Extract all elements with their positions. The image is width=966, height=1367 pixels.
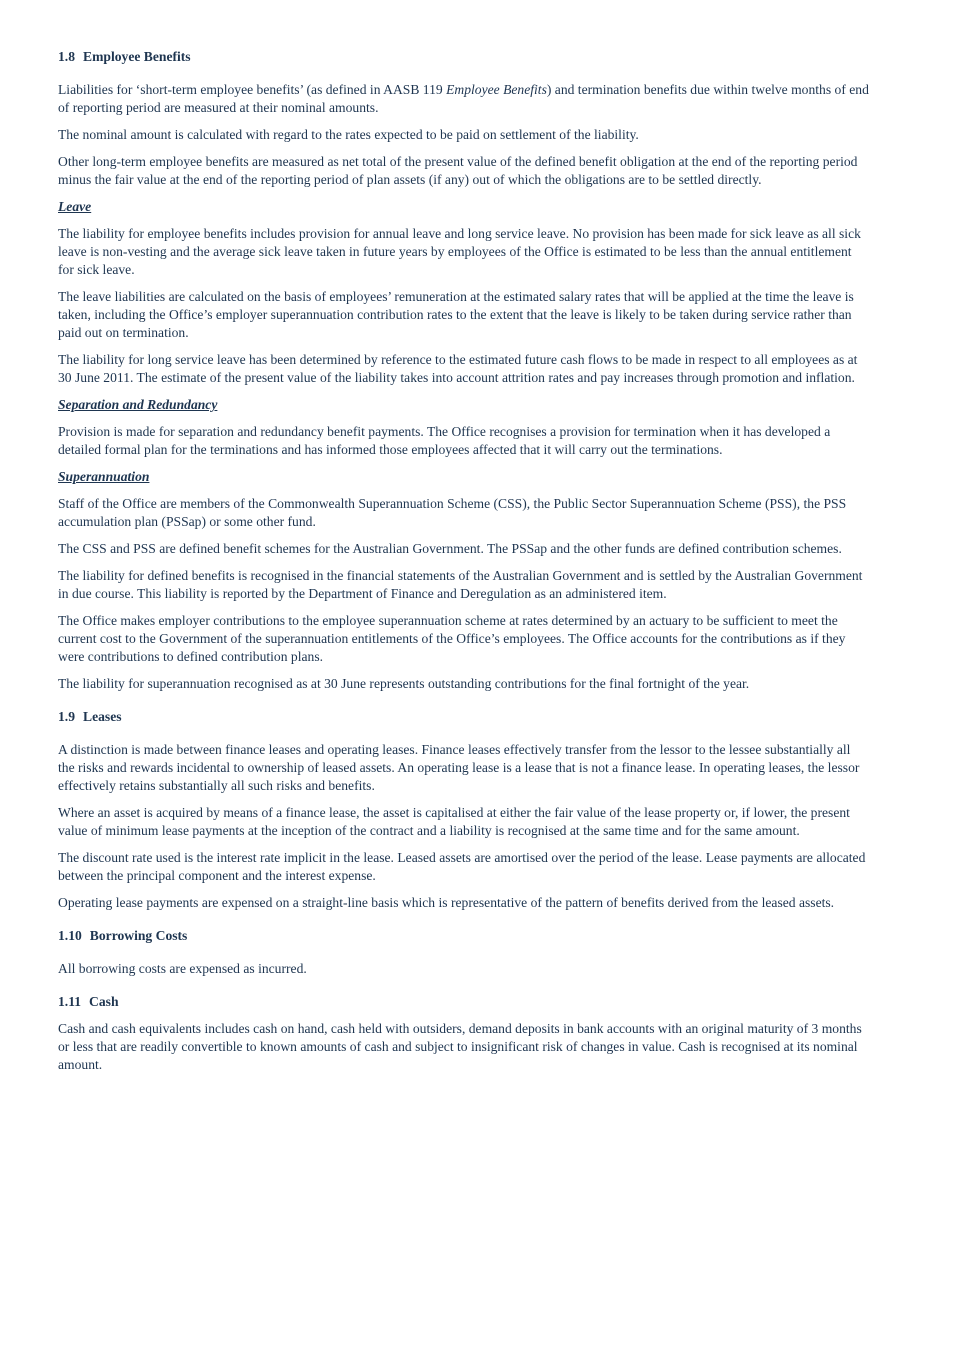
document-page	[58, 48, 870, 1074]
subheading-leave: Leave	[58, 199, 92, 214]
section-heading-employee-benefits	[58, 48, 870, 66]
section-title: Leases	[83, 709, 122, 724]
paragraph-super-liability: The liability for superannuation recognised as at 30 June represents outstanding contributions for the final fortnight of the year.	[58, 676, 750, 691]
subheading-separation-redundancy: Separation and Redundancy	[58, 397, 218, 412]
paragraph-nominal-amount: The nominal amount is calculated with regard to the rates expected to be paid on settlement of the liability.	[58, 127, 639, 142]
paragraph-leave-liabilities: The leave liabilities are calculated on the basis of employees’ remuneration at the estimated salary rates that will be applied at the time the leave is taken, including the Office’s employer superannuation contribution rates to the extent that the leave is likely to be taken during service rather than paid out on termination.	[58, 289, 854, 340]
paragraph-discount-rate: The discount rate used is the interest rate implicit in the lease. Leased assets are amortised over the period of the lease. Lease payments are allocated between the principal component and the interest expense.	[58, 850, 866, 883]
section-number: 1.11	[58, 994, 82, 1009]
paragraph-long-service-leave: The liability for long service leave has been determined by reference to the estimated future cash flows to be made in respect to all employees as at 30 June 2011. The estimate of the present value of the liability takes into account attrition rates and pay increases through promotion and inflation.	[58, 352, 858, 385]
paragraph-super-contributions: The Office makes employer contributions to the employee superannuation scheme at rates determined by an actuary to be sufficient to meet the current cost to the Government of the superannuation entitlements of the Office’s employees. The Office accounts for the contributions as if they were contributions to defined contribution plans.	[58, 613, 846, 664]
paragraph-borrowing-costs: All borrowing costs are expensed as incurred.	[58, 961, 307, 976]
paragraph-finance-lease: Where an asset is acquired by means of a finance lease, the asset is capitalised at either the fair value of the lease property or, if lower, the present value of minimum lease payments at the inception of the contract and a liability is recognised at the same time and for the same amount.	[58, 805, 850, 838]
paragraph-text: Liabilities for ‘short-term employee benefits’ (as defined in AASB 119	[58, 82, 447, 97]
paragraph-lease-distinction: A distinction is made between finance leases and operating leases. Finance leases effectively transfer from the lessor to the lessee substantially all the risks and rewards incidental to ownership of leased assets. An operating lease is a lease that is not a finance lease. In operating leases, the lessor effectively retains substantially all such risks and benefits.	[58, 742, 860, 793]
paragraph-cash: Cash and cash equivalents includes cash on hand, cash held with outsiders, demand deposits in bank accounts with an original maturity of 3 months or less that are readily convertible to known amounts of cash and subject to insignificant risk of changes in value. Cash is recognised at its nominal amount.	[58, 1021, 862, 1072]
standard-title: Employee Benefits	[446, 82, 547, 97]
paragraph-leave-provision: The liability for employee benefits includes provision for annual leave and long service leave. No provision has been made for sick leave as all sick leave is non-vesting and the average sick leave taken in future years by employees of the Office is estimated to be less than the annual entitlement for sick leave.	[58, 226, 861, 277]
paragraph-text: ) and termination benefits due within twelve months of end of reporting period are measured at their nominal amounts.	[58, 82, 869, 115]
paragraph-super-defined-benefits: The liability for defined benefits is recognised in the financial statements of the Australian Government and is settled by the Australian Government in due course. This liability is reported by the Department of Finance and Deregulation as an administered item.	[58, 568, 863, 601]
section-number: 1.8	[58, 49, 75, 64]
section-title: Employee Benefits	[83, 49, 191, 64]
section-number: 1.9	[58, 709, 75, 724]
section-title: Borrowing Costs	[89, 928, 188, 943]
section-heading-borrowing-costs	[58, 927, 870, 945]
paragraph-separation: Provision is made for separation and redundancy benefit payments. The Office recognises a provision for termination when it has developed a detailed formal plan for the terminations and has informed those employees affected that it will carry out the terminations.	[58, 424, 831, 457]
paragraph-super-schemes: The CSS and PSS are defined benefit schemes for the Australian Government. The PSSap and the other funds are defined contribution schemes.	[58, 541, 842, 556]
subheading-superannuation: Superannuation	[58, 469, 150, 484]
section-title: Cash	[89, 994, 119, 1009]
paragraph-long-term-benefits: Other long-term employee benefits are measured as net total of the present value of the defined benefit obligation at the end of the reporting period minus the fair value at the end of the reporting period of plan assets (if any) out of which the obligations are to be settled directly.	[58, 154, 858, 187]
section-number: 1.10	[58, 928, 82, 943]
paragraph-short-term-benefits	[58, 81, 870, 117]
paragraph-super-members: Staff of the Office are members of the Commonwealth Superannuation Scheme (CSS), the Public Sector Superannuation Scheme (PSS), the PSS accumulation plan (PSSap) or some other fund.	[58, 496, 847, 529]
section-heading-cash	[58, 993, 870, 1011]
section-heading-leases	[58, 708, 870, 726]
paragraph-operating-lease: Operating lease payments are expensed on a straight-line basis which is representative of the pattern of benefits derived from the leased assets.	[58, 895, 835, 910]
